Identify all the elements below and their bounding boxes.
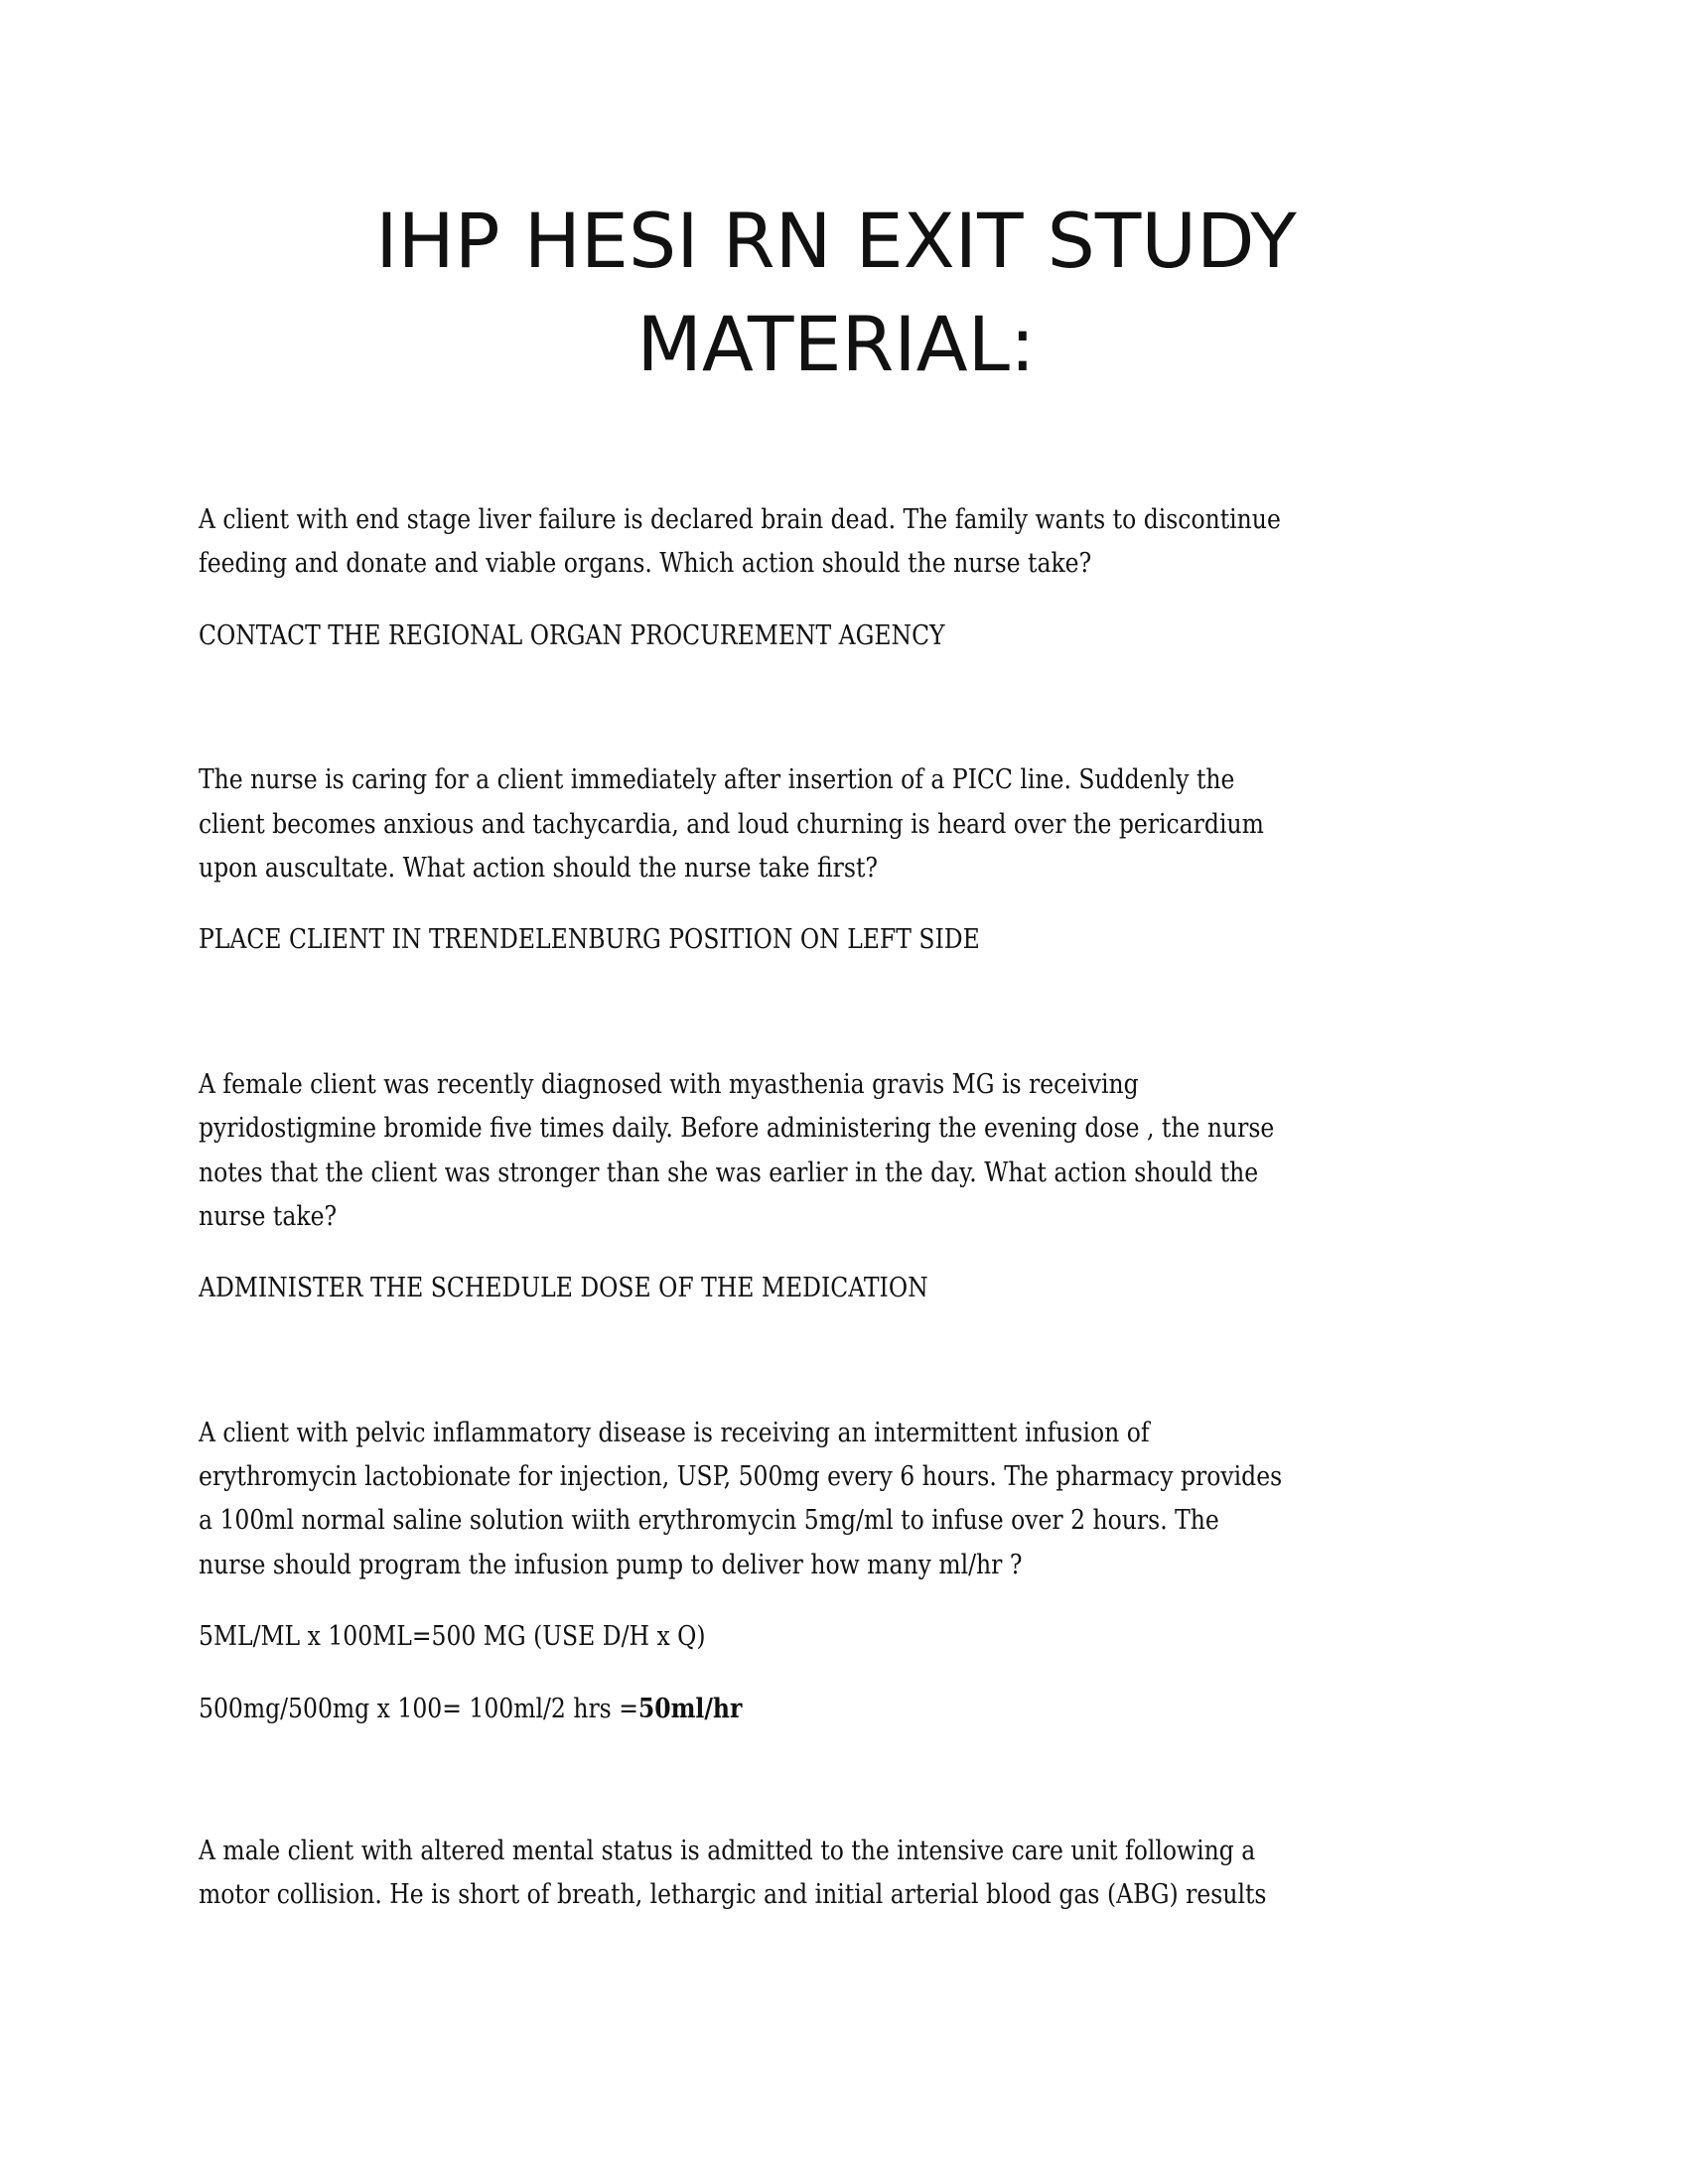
calculation-2 (199, 1688, 1489, 1731)
calc-result: 50ml/hr (637, 1693, 743, 1724)
question-line: nurse should program the infusion pump to deliver how many ml/hr ? (199, 1549, 1023, 1580)
question-line: erythromycin lactobionate for injection, USP, 500mg every 6 hours. The pharmacy provides (199, 1461, 1283, 1493)
answer-3 (199, 1267, 1489, 1310)
question-line: A client with end stage liver failure is declared brain dead. The family wants to discontinue (199, 504, 1281, 535)
question-line: client becomes anxious and tachycardia, and loud churning is heard over the pericardium (199, 808, 1264, 840)
question-1 (199, 498, 1489, 587)
calculation-1 (199, 1615, 1489, 1659)
question-line: notes that the client was stronger than she was earlier in the day. What action should the (199, 1157, 1259, 1188)
question-5 (199, 1830, 1489, 1918)
question-line: nurse take? (199, 1200, 338, 1232)
document-body (199, 498, 1489, 1946)
answer-1 (199, 614, 1489, 658)
question-line: motor collision. He is short of breath, lethargic and initial arterial blood gas (ABG) results (199, 1879, 1267, 1911)
question-2 (199, 758, 1489, 890)
question-4 (199, 1412, 1489, 1588)
question-3 (199, 1063, 1489, 1240)
question-line: A client with pelvic inflammatory disease is receiving an intermittent infusion of (199, 1417, 1150, 1448)
answer-2 (199, 918, 1489, 962)
answer-line: ADMINISTER THE SCHEDULE DOSE OF THE MEDICATION (199, 1273, 928, 1304)
document-title (0, 190, 1672, 396)
question-line: A female client was recently diagnosed with myasthenia gravis MG is receiving (199, 1068, 1139, 1100)
question-line: a 100ml normal saline solution wiith erythromycin 5mg/ml to infuse over 2 hours. The (199, 1505, 1219, 1537)
calc-prefix: 500mg/500mg x 100= 100ml/2 hrs = (199, 1693, 638, 1724)
question-line: feeding and donate and viable organs. Which action should the nurse take? (199, 548, 1092, 580)
answer-line: PLACE CLIENT IN TRENDELENBURG POSITION ON LEFT SIDE (199, 924, 980, 956)
title-line: MATERIAL: (636, 300, 1036, 388)
question-line: pyridostigmine bromide five times daily. Before administering the evening dose , the nurse (199, 1113, 1275, 1145)
answer-line: CONTACT THE REGIONAL ORGAN PROCUREMENT AGENCY (199, 619, 945, 651)
calc-line (199, 1688, 1322, 1731)
question-line: A male client with altered mental status is admitted to the intensive care unit following a (199, 1836, 1256, 1867)
title-line: IHP HESI RN EXIT STUDY (375, 197, 1297, 285)
calc-line: 5ML/ML x 100ML=500 MG (USE D/H x Q) (199, 1621, 706, 1653)
question-line: upon auscultate. What action should the nurse take first? (199, 852, 878, 884)
question-line: The nurse is caring for a client immediately after insertion of a PICC line. Suddenly the (199, 764, 1235, 796)
